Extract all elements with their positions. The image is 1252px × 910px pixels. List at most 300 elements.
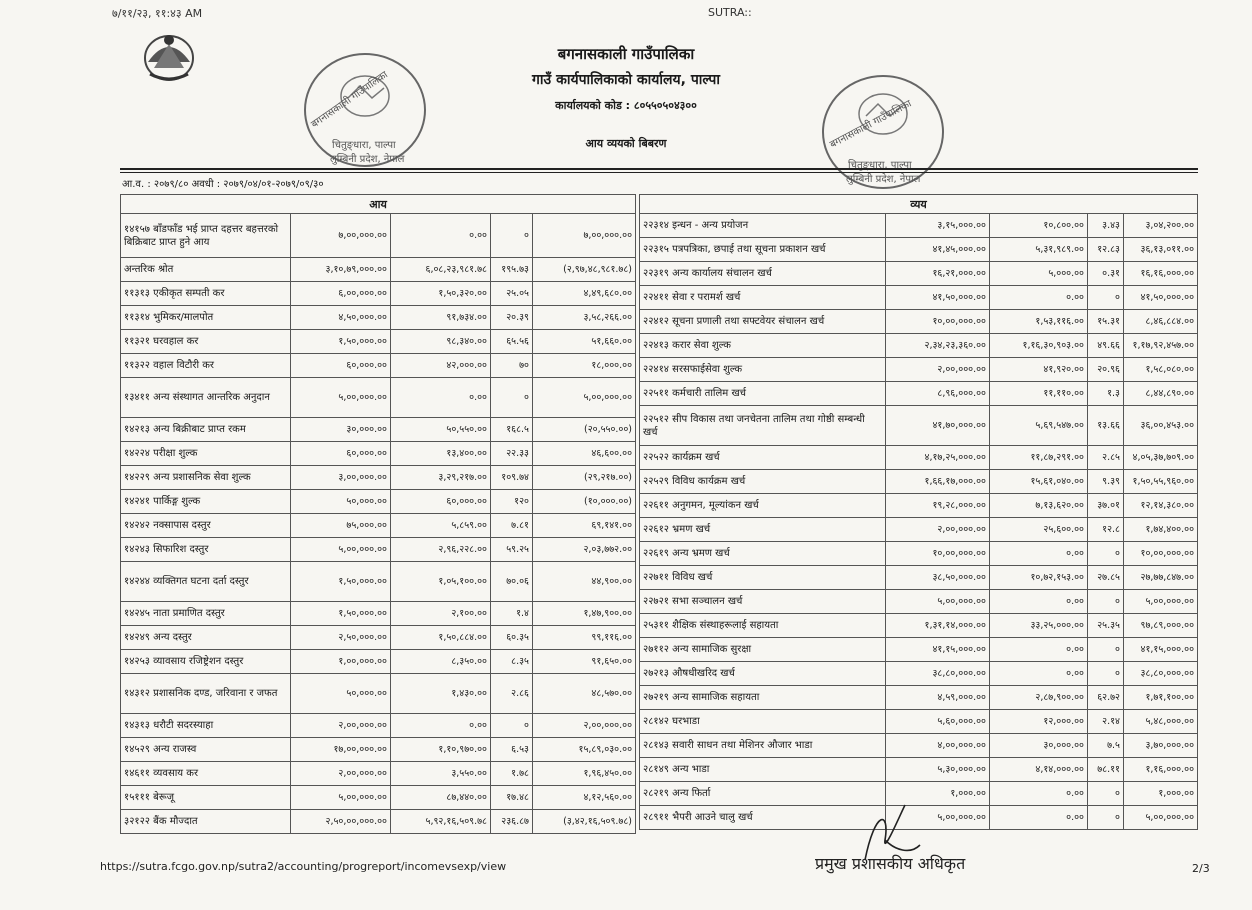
income-table — [120, 194, 636, 834]
row-amount: १,१०,९७०.०० — [391, 738, 491, 762]
row-amount: ४१,१५,०००.०० — [1124, 638, 1198, 662]
row-amount: ९१,७३४.०० — [391, 306, 491, 330]
row-amount: ५,००,०००.०० — [886, 806, 990, 830]
row-amount: ४८,५७०.०० — [533, 674, 636, 714]
table-row — [640, 334, 1198, 358]
row-amount: ५,३१,९८९.०० — [990, 238, 1088, 262]
row-amount: ३,५८,२६६.०० — [533, 306, 636, 330]
row-amount: ८.३५ — [491, 650, 533, 674]
row-amount: ४,१७,२५,०००.०० — [886, 446, 990, 470]
row-amount: १,४७,९००.०० — [533, 602, 636, 626]
row-label: १४२५३ व्यावसाय रजिष्ट्रेशन दस्तुर — [121, 650, 291, 674]
table-row — [640, 382, 1198, 406]
row-amount: २३६.८७ — [491, 810, 533, 834]
row-amount: ४१,५०,०००.०० — [886, 286, 990, 310]
row-amount: १६,२१,०००.०० — [886, 262, 990, 286]
row-amount: ७८.११ — [1088, 758, 1124, 782]
row-label: ११३२२ वहाल विटौरी कर — [121, 354, 291, 378]
row-label: २२६१२ भ्रमण खर्च — [640, 518, 886, 542]
row-amount: ५,००,०००.०० — [886, 590, 990, 614]
table-row — [121, 538, 636, 562]
svg-text:बगनासकाली गाउँपालिका: बगनासकाली गाउँपालिका — [309, 69, 390, 131]
row-amount: ४२,०००.०० — [391, 354, 491, 378]
table-row — [121, 258, 636, 282]
income-heading: आय — [121, 195, 636, 214]
row-amount: १२० — [491, 490, 533, 514]
table-row — [640, 710, 1198, 734]
row-amount: ५,६९,५४७.०० — [990, 406, 1088, 446]
table-row — [640, 358, 1198, 382]
row-amount: १,६६,१७,०००.०० — [886, 470, 990, 494]
header-rule-thin — [120, 172, 1198, 173]
row-amount: (२९,२१७.००) — [533, 466, 636, 490]
row-amount: ० — [1088, 542, 1124, 566]
table-row — [640, 286, 1198, 310]
table-row — [121, 466, 636, 490]
table-row — [640, 614, 1198, 638]
row-amount: ०.०० — [990, 590, 1088, 614]
row-amount: ०.३१ — [1088, 262, 1124, 286]
row-amount: २.८५ — [1088, 446, 1124, 470]
table-row — [640, 518, 1198, 542]
row-label: १४३१२ प्रशासनिक दण्ड, जरिवाना र जफत — [121, 674, 291, 714]
row-amount: २७.८५ — [1088, 566, 1124, 590]
row-amount: ५०,०००.०० — [291, 490, 391, 514]
row-amount: २.८६ — [491, 674, 533, 714]
row-amount: ६.५३ — [491, 738, 533, 762]
table-row — [640, 238, 1198, 262]
row-amount: ११,११०.०० — [990, 382, 1088, 406]
row-amount: १,७४,४००.०० — [1124, 518, 1198, 542]
row-label: २२३१५ पत्रपत्रिका, छपाई तथा सूचना प्रकाशन खर्च — [640, 238, 886, 262]
row-amount: २,०३,७७२.०० — [533, 538, 636, 562]
row-amount: १७.४८ — [491, 786, 533, 810]
table-row — [640, 494, 1198, 518]
table-row — [121, 282, 636, 306]
row-amount: १७,००,०००.०० — [291, 738, 391, 762]
table-row — [121, 626, 636, 650]
row-amount: ०.०० — [391, 378, 491, 418]
row-amount: ५,६०,०००.०० — [886, 710, 990, 734]
table-row — [121, 714, 636, 738]
row-amount: ३८,८०,०००.०० — [886, 662, 990, 686]
row-label: १४२४९ अन्य दस्तुर — [121, 626, 291, 650]
table-row — [121, 786, 636, 810]
row-amount: ४,१२,५६०.०० — [533, 786, 636, 810]
row-label: २२६११ अनुगमन, मूल्यांकन खर्च — [640, 494, 886, 518]
report-title: आय व्ययको बिबरण — [585, 137, 667, 150]
row-amount: १,५०,०००.०० — [291, 330, 391, 354]
row-amount: १९,२८,०००.०० — [886, 494, 990, 518]
row-amount: १,१७,९२,४५७.०० — [1124, 334, 1198, 358]
office-stamp-left — [300, 48, 430, 173]
row-label: १५१११ बेरूजू — [121, 786, 291, 810]
row-label: २२४१४ सरसफाईसेवा शुल्क — [640, 358, 886, 382]
row-amount: ५,००,०००.०० — [291, 786, 391, 810]
page-number: 2/3 — [1192, 862, 1210, 875]
office-code: कार्यालयको कोड : ८०५५०५०४३०० — [555, 99, 697, 112]
row-amount: २,३४,२३,३६०.०० — [886, 334, 990, 358]
row-label: २२५२२ कार्यक्रम खर्च — [640, 446, 886, 470]
fiscal-period: आ.व. : २०७९/८० अवधी : २०७९/०४/०१-२०७९/०९/३० — [122, 179, 324, 190]
row-amount: ०.०० — [990, 782, 1088, 806]
row-amount: ० — [1088, 286, 1124, 310]
row-amount: १०९.७४ — [491, 466, 533, 490]
table-row — [121, 442, 636, 466]
table-row — [640, 214, 1198, 238]
table-row — [640, 758, 1198, 782]
row-amount: २५,६००.०० — [990, 518, 1088, 542]
row-label: २२५१२ सीप विकास तथा जनचेतना तालिम तथा गोष्ठी सम्बन्धी खर्च — [640, 406, 886, 446]
row-amount: ० — [1088, 806, 1124, 830]
row-amount: २०.९६ — [1088, 358, 1124, 382]
row-label: २८२१९ अन्य फिर्ता — [640, 782, 886, 806]
table-row — [640, 662, 1198, 686]
row-amount: ० — [491, 214, 533, 258]
row-amount: ५९.२५ — [491, 538, 533, 562]
row-amount: २,००,०००.०० — [291, 762, 391, 786]
row-amount: १,५०,०००.०० — [291, 562, 391, 602]
row-amount: १६८.५ — [491, 418, 533, 442]
row-label: १४२४१ पार्किङ्ग शुल्क — [121, 490, 291, 514]
row-amount: २५.०५ — [491, 282, 533, 306]
row-label: १४५२९ अन्य राजस्व — [121, 738, 291, 762]
row-amount: ६,०८,२३,९८१.७८ — [391, 258, 491, 282]
row-amount: ७५,०००.०० — [291, 514, 391, 538]
table-row — [121, 602, 636, 626]
row-amount: ४१,४५,०००.०० — [886, 238, 990, 262]
row-label: १४१५७ बाँडफाँड भई प्राप्त दहत्तर बहत्तरको बिक्रिबाट प्राप्त हुने आय — [121, 214, 291, 258]
row-amount: ८,४६,८८४.०० — [1124, 310, 1198, 334]
row-amount: ९१,६५०.०० — [533, 650, 636, 674]
row-amount: ० — [1088, 590, 1124, 614]
row-amount: ० — [1088, 638, 1124, 662]
svg-text:चितुङ्धारा, पाल्पा: चितुङ्धारा, पाल्पा — [332, 140, 396, 151]
row-amount: ५,००,०००.०० — [291, 378, 391, 418]
row-amount: ३,५५०.०० — [391, 762, 491, 786]
row-amount: (२०,५५०.००) — [533, 418, 636, 442]
table-row — [121, 810, 636, 834]
row-amount: १२.८ — [1088, 518, 1124, 542]
row-amount: ९९,११६.०० — [533, 626, 636, 650]
row-amount: ६०,०००.०० — [291, 354, 391, 378]
row-amount: २२.३३ — [491, 442, 533, 466]
row-amount: ७,००,०००.०० — [291, 214, 391, 258]
row-amount: ४४,९००.०० — [533, 562, 636, 602]
row-amount: ५,०००.०० — [990, 262, 1088, 286]
table-row — [640, 542, 1198, 566]
svg-text:बगनासकाली गाउँपालिका: बगनासकाली गाउँपालिका — [828, 98, 914, 151]
row-amount: १२,०००.०० — [990, 710, 1088, 734]
row-amount: ५,८५९.०० — [391, 514, 491, 538]
row-amount: ५,९२,१६,५०९.७८ — [391, 810, 491, 834]
row-label: २२५२९ विविध कार्यक्रम खर्च — [640, 470, 886, 494]
row-amount: १२.८३ — [1088, 238, 1124, 262]
row-amount: २७,७७,८४७.०० — [1124, 566, 1198, 590]
svg-text:लुम्बिनी प्रदेश, नेपाल: लुम्बिनी प्रदेश, नेपाल — [330, 154, 405, 165]
row-amount: २,१००.०० — [391, 602, 491, 626]
table-row — [121, 562, 636, 602]
office-stamp-right — [818, 70, 948, 195]
row-amount: ० — [1088, 662, 1124, 686]
row-amount: ८,३५०.०० — [391, 650, 491, 674]
row-amount: १.३ — [1088, 382, 1124, 406]
row-amount: १८,०००.०० — [533, 354, 636, 378]
row-amount: ०.०० — [990, 542, 1088, 566]
row-label: १४२४५ नाता प्रमाणित दस्तुर — [121, 602, 291, 626]
row-amount: २,००,०००.०० — [886, 518, 990, 542]
row-amount: १५,८९,०३०.०० — [533, 738, 636, 762]
table-row — [640, 470, 1198, 494]
table-row — [640, 686, 1198, 710]
row-amount: ३७.०१ — [1088, 494, 1124, 518]
row-amount: ० — [491, 378, 533, 418]
table-row — [121, 214, 636, 258]
row-amount: ४,५९,०००.०० — [886, 686, 990, 710]
row-amount: १,५०,५५,९६०.०० — [1124, 470, 1198, 494]
row-label: २२७२१ सभा सञ्चालन खर्च — [640, 590, 886, 614]
row-label: २५३११ शैक्षिक संस्थाहरूलाई सहायता — [640, 614, 886, 638]
row-label: १४२४२ नक्सापास दस्तुर — [121, 514, 291, 538]
row-amount: १,३१,१४,०००.०० — [886, 614, 990, 638]
row-label: २२४११ सेवा र परामर्श खर्च — [640, 286, 886, 310]
row-amount: (१०,०००.००) — [533, 490, 636, 514]
row-label: अन्तरिक श्रोत — [121, 258, 291, 282]
expense-table — [639, 194, 1198, 830]
row-amount: ७० — [491, 354, 533, 378]
table-row — [640, 566, 1198, 590]
row-amount: ४१,५०,०००.०० — [1124, 286, 1198, 310]
row-label: २२७११ विविध खर्च — [640, 566, 886, 590]
row-amount: ५,४८,०००.०० — [1124, 710, 1198, 734]
row-amount: १.७८ — [491, 762, 533, 786]
row-amount: ३,१०,७९,०००.०० — [291, 258, 391, 282]
row-amount: ८,४४,८९०.०० — [1124, 382, 1198, 406]
row-amount: ३,२९,२१७.०० — [391, 466, 491, 490]
row-amount: ०.०० — [990, 806, 1088, 830]
row-label: २७२१९ अन्य सामाजिक सहायता — [640, 686, 886, 710]
row-amount: १,०००.०० — [1124, 782, 1198, 806]
table-row — [121, 762, 636, 786]
row-label: १४३१३ धरौटी सदरस्याहा — [121, 714, 291, 738]
row-amount: ३६,००,४५३.०० — [1124, 406, 1198, 446]
row-amount: १०,००,०००.०० — [886, 542, 990, 566]
row-label: २२४१२ सूचना प्रणाली तथा सफ्टवेयर संचालन खर्च — [640, 310, 886, 334]
row-amount: ३,७०,०००.०० — [1124, 734, 1198, 758]
table-row — [121, 674, 636, 714]
table-row — [121, 490, 636, 514]
row-amount: ६०.३५ — [491, 626, 533, 650]
row-amount: ७.५ — [1088, 734, 1124, 758]
row-label: २२३१९ अन्य कार्यालय संचालन खर्च — [640, 262, 886, 286]
row-amount: १६,१६,०००.०० — [1124, 262, 1198, 286]
row-amount: २५.३५ — [1088, 614, 1124, 638]
row-amount: ०.०० — [990, 662, 1088, 686]
row-amount: १३.६६ — [1088, 406, 1124, 446]
row-amount: १,००,०००.०० — [291, 650, 391, 674]
row-amount: २०.३९ — [491, 306, 533, 330]
row-amount: ०.०० — [391, 714, 491, 738]
row-label: २८१४९ अन्य भाडा — [640, 758, 886, 782]
row-amount: १५,६१,०४०.०० — [990, 470, 1088, 494]
table-row — [640, 406, 1198, 446]
row-amount: १५.३१ — [1088, 310, 1124, 334]
row-amount: ५,००,०००.०० — [291, 538, 391, 562]
row-amount: ३८,५०,०००.०० — [886, 566, 990, 590]
row-label: २८१४२ घरभाडा — [640, 710, 886, 734]
row-amount: १,०००.०० — [886, 782, 990, 806]
table-row — [121, 514, 636, 538]
row-amount: ४१,१५,०००.०० — [886, 638, 990, 662]
row-amount: ७०.०६ — [491, 562, 533, 602]
row-amount: १,५०,८८४.०० — [391, 626, 491, 650]
row-amount: १,१६,०००.०० — [1124, 758, 1198, 782]
table-row — [640, 446, 1198, 470]
table-row — [121, 306, 636, 330]
row-amount: १,४३०.०० — [391, 674, 491, 714]
row-amount: ०.०० — [990, 638, 1088, 662]
print-app-name: SUTRA:: — [708, 6, 752, 19]
row-amount: ०.०० — [391, 214, 491, 258]
org-title: बगनासकाली गाउँपालिका — [557, 45, 695, 63]
row-amount: ८७,४४०.०० — [391, 786, 491, 810]
row-amount: ४,१४,०००.०० — [990, 758, 1088, 782]
row-label: ११३१३ एकीकृत सम्पती कर — [121, 282, 291, 306]
row-label: ३२१२२ बैंक मौज्दात — [121, 810, 291, 834]
row-label: १३४११ अन्य संस्थागत आन्तरिक अनुदान — [121, 378, 291, 418]
table-row — [640, 262, 1198, 286]
row-amount: ५०,५५०.०० — [391, 418, 491, 442]
row-amount: १.४ — [491, 602, 533, 626]
row-label: ११३२१ घरवहाल कर — [121, 330, 291, 354]
row-amount: ३०,०००.०० — [291, 418, 391, 442]
row-amount: ७,१३,६२०.०० — [990, 494, 1088, 518]
table-row — [121, 330, 636, 354]
table-row — [121, 738, 636, 762]
row-amount: ६२.७२ — [1088, 686, 1124, 710]
row-amount: ५०,०००.०० — [291, 674, 391, 714]
svg-text:लुम्बिनी प्रदेश, नेपाल: लुम्बिनी प्रदेश, नेपाल — [846, 174, 921, 185]
row-amount: ३,०४,२००.०० — [1124, 214, 1198, 238]
table-row — [121, 378, 636, 418]
row-amount: ८,९६,०००.०० — [886, 382, 990, 406]
row-amount: १,५०,०००.०० — [291, 602, 391, 626]
row-amount: ३,१५,०००.०० — [886, 214, 990, 238]
row-amount: ४१,९२०.०० — [990, 358, 1088, 382]
row-amount: १,५०,३२०.०० — [391, 282, 491, 306]
row-amount: ३८,८०,०००.०० — [1124, 662, 1198, 686]
row-amount: (३,४२,१६,५०९.७८) — [533, 810, 636, 834]
row-amount: १३,४००.०० — [391, 442, 491, 466]
row-amount: २,५०,००,०००.०० — [291, 810, 391, 834]
row-label: २२३१४ इन्धन - अन्य प्रयोजन — [640, 214, 886, 238]
row-amount: १,१६,३०,९०३.०० — [990, 334, 1088, 358]
row-amount: २,००,०००.०० — [533, 714, 636, 738]
row-label: १४२२४ परीक्षा शुल्क — [121, 442, 291, 466]
row-amount: ४,४९,६८०.०० — [533, 282, 636, 306]
row-amount: २,८७,९००.०० — [990, 686, 1088, 710]
row-amount: ५,००,०००.०० — [533, 378, 636, 418]
row-amount: १०,००,०००.०० — [886, 310, 990, 334]
row-amount: ६०,०००.०० — [391, 490, 491, 514]
row-amount: ११,८७,२९१.०० — [990, 446, 1088, 470]
row-label: १४२४४ व्यक्तिगत घटना दर्ता दस्तुर — [121, 562, 291, 602]
row-amount: १०,८००.०० — [990, 214, 1088, 238]
table-row — [121, 650, 636, 674]
row-amount: १,७१,१००.०० — [1124, 686, 1198, 710]
row-amount: ४,५०,०००.०० — [291, 306, 391, 330]
row-amount: ४१,७०,०००.०० — [886, 406, 990, 446]
svg-text:चितुङ्धारा, पाल्पा: चितुङ्धारा, पाल्पा — [848, 160, 912, 171]
row-amount: २,००,०००.०० — [886, 358, 990, 382]
row-amount: १०,७२,१५३.०० — [990, 566, 1088, 590]
row-amount: ६,००,०००.०० — [291, 282, 391, 306]
row-amount: २,५०,०००.०० — [291, 626, 391, 650]
row-label: १४२२९ अन्य प्रशासनिक सेवा शुल्क — [121, 466, 291, 490]
row-amount: ४६,६००.०० — [533, 442, 636, 466]
row-amount: ९७,८९,०००.०० — [1124, 614, 1198, 638]
row-amount: ० — [491, 714, 533, 738]
row-amount: १,५३,११६.०० — [990, 310, 1088, 334]
expense-heading: व्यय — [640, 195, 1198, 214]
row-amount: ४९.६६ — [1088, 334, 1124, 358]
row-amount: २,००,०००.०० — [291, 714, 391, 738]
row-amount: ० — [1088, 782, 1124, 806]
table-row — [121, 418, 636, 442]
row-amount: ७.८१ — [491, 514, 533, 538]
row-amount: (२,९७,४८,९८१.७८) — [533, 258, 636, 282]
row-amount: ४,०५,३७,७०९.०० — [1124, 446, 1198, 470]
row-amount: ३,००,०००.०० — [291, 466, 391, 490]
row-label: ११३१४ भुमिकर/मालपोत — [121, 306, 291, 330]
row-label: २७२१३ औषधीखरिद खर्च — [640, 662, 886, 686]
row-amount: ५,००,०००.०० — [1124, 806, 1198, 830]
row-amount: १,०५,१००.०० — [391, 562, 491, 602]
row-label: १४२४३ सिफारिश दस्तुर — [121, 538, 291, 562]
row-amount: १,५८,०८०.०० — [1124, 358, 1198, 382]
row-amount: १९५.७३ — [491, 258, 533, 282]
row-label: २२४१३ करार सेवा शुल्क — [640, 334, 886, 358]
row-amount: ७,००,०००.०० — [533, 214, 636, 258]
row-amount: ९८,३४०.०० — [391, 330, 491, 354]
signature-title: प्रमुख प्रशासकीय अधिकृत — [815, 854, 966, 873]
row-label: २८१४३ सवारी साधन तथा मेशिनर औजार भाडा — [640, 734, 886, 758]
row-amount: १०,००,०००.०० — [1124, 542, 1198, 566]
row-label: १४६११ व्यवसाय कर — [121, 762, 291, 786]
row-amount: ४,००,०००.०० — [886, 734, 990, 758]
table-row — [640, 734, 1198, 758]
row-label: १४२१३ अन्य बिक्रीबाट प्राप्त रकम — [121, 418, 291, 442]
row-amount: ६५.५६ — [491, 330, 533, 354]
row-amount: ९.३९ — [1088, 470, 1124, 494]
row-amount: २,९६,२२८.०० — [391, 538, 491, 562]
row-amount: ५,००,०००.०० — [1124, 590, 1198, 614]
row-label: २८९११ भैपरी आउने चालु खर्च — [640, 806, 886, 830]
row-amount: ३३,२५,०००.०० — [990, 614, 1088, 638]
row-amount: ३६,१३,०११.०० — [1124, 238, 1198, 262]
row-amount: ३.४३ — [1088, 214, 1124, 238]
table-row — [640, 638, 1198, 662]
table-row — [121, 354, 636, 378]
row-label: २७११२ अन्य सामाजिक सुरक्षा — [640, 638, 886, 662]
office-title: गाउँ कार्यपालिकाको कार्यालय, पाल्पा — [532, 72, 720, 88]
table-row — [640, 310, 1198, 334]
row-amount: १२,१४,३८०.०० — [1124, 494, 1198, 518]
row-amount: ५,३०,०००.०० — [886, 758, 990, 782]
print-url: https://sutra.fcgo.gov.np/sutra2/accounting/progreport/incomevsexp/view — [100, 860, 507, 873]
row-amount: ३०,०००.०० — [990, 734, 1088, 758]
row-label: २२६१९ अन्य भ्रमण खर्च — [640, 542, 886, 566]
